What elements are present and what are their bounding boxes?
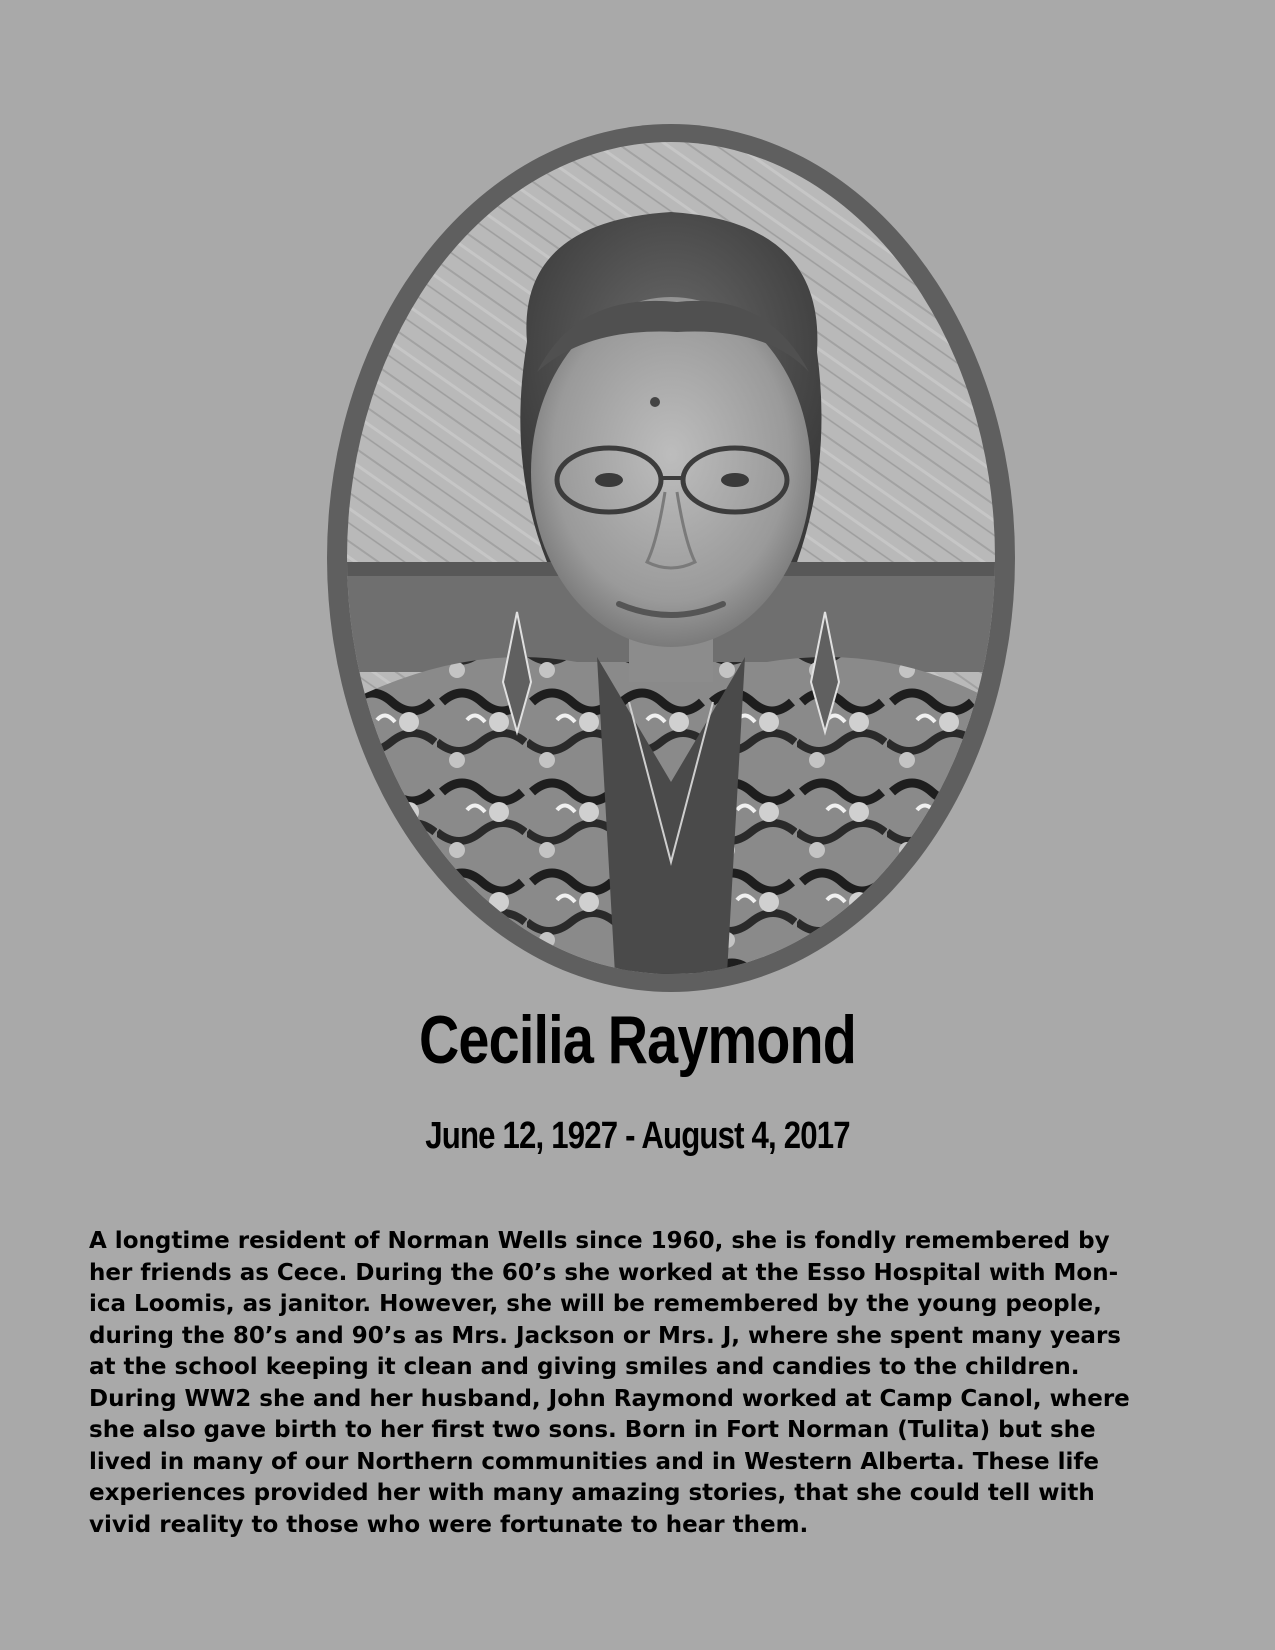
biography-line: she also gave birth to her first two sons. Born in Fort Norman (Tulita) but she [89, 1417, 1096, 1443]
biography-line: lived in many of our Northern communities and in Western Alberta. These life [89, 1448, 1100, 1475]
biography-line: experiences provided her with many amazing stories, that she could tell with [89, 1480, 1095, 1506]
biography-line: at the school keeping it clean and giving smiles and candies to the children. [89, 1354, 1080, 1380]
biography-line: During WW2 she and her husband, John Raymond worked at Camp Canol, where [89, 1385, 1130, 1412]
portrait-photo [347, 142, 995, 974]
person-name: Cecilia Raymond [418, 1002, 857, 1078]
life-dates: June 12, 1927 - August 4, 2017 [425, 1115, 850, 1157]
biography [89, 1226, 1199, 1541]
biography-line: A longtime resident of Norman Wells since 1960, she is fondly remembered by [89, 1228, 1110, 1254]
portrait-illustration [347, 142, 995, 974]
biography-line: during the 80’s and 90’s as Mrs. Jackson or Mrs. J, where she spent many years [89, 1322, 1121, 1349]
biography-line: ica Loomis, as janitor. However, she will be remembered by the young people, [89, 1291, 1102, 1317]
biography-line: vivid reality to those who were fortunate to hear them. [89, 1511, 809, 1538]
biography-line: her friends as Cece. During the 60’s she worked at the Esso Hospital with Mon- [89, 1259, 1119, 1286]
